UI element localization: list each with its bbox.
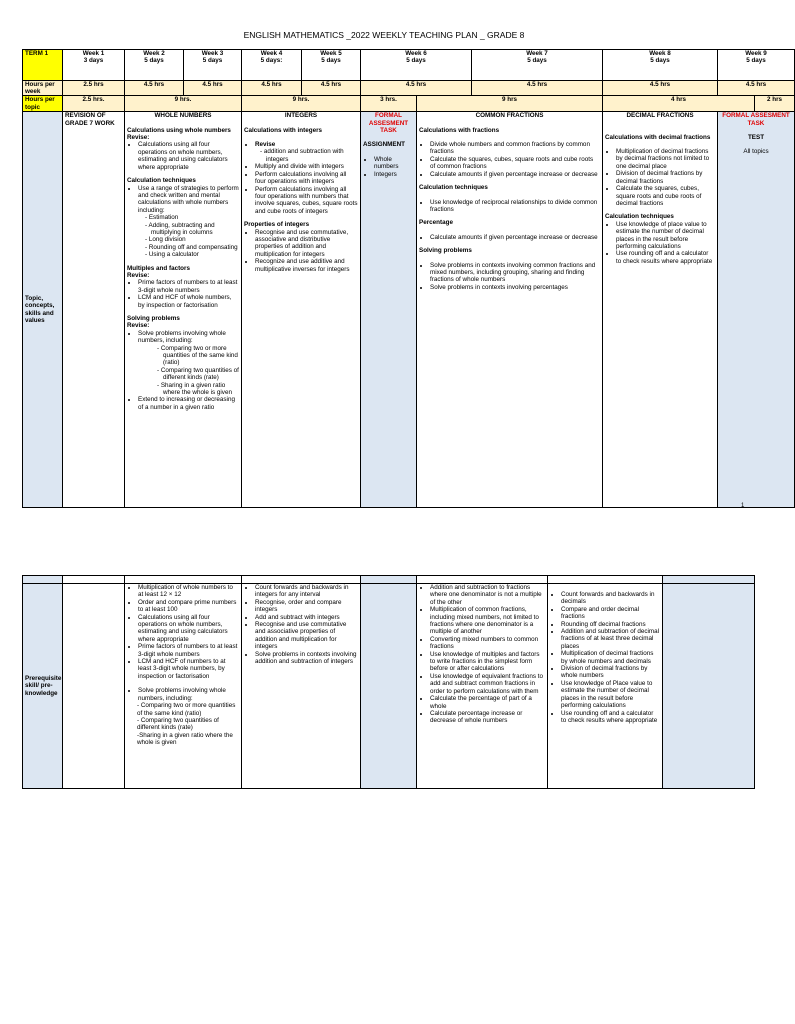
list-item: • Solve problems involving whole numbers, including: bbox=[138, 330, 239, 345]
week-4-header: Week 4 5 days: bbox=[242, 50, 302, 81]
list-item: • Perform calculations involving all four operations with integers bbox=[255, 171, 358, 186]
list-item: • Extend to increasing or decreasing of a number in a given ratio bbox=[138, 396, 239, 411]
prereq-whole-numbers bbox=[125, 584, 242, 789]
list-item: • Addition and subtraction to fractions where one denominator is not a multiple of the other bbox=[430, 584, 545, 606]
list-item: • Integers bbox=[374, 171, 414, 178]
revise-label: Revise: bbox=[127, 322, 150, 330]
list-item: • Addition and subtraction of decimal fractions of at least three decimal places bbox=[561, 628, 660, 650]
list-item: • Use knowledge of Place value to estimate the number of decimal places in the result before performing calculations bbox=[561, 680, 660, 710]
fractions-cell bbox=[417, 112, 603, 508]
week-6-header: Week 6 5 days bbox=[361, 50, 472, 81]
empty-cell bbox=[63, 576, 125, 584]
decimals-cell bbox=[603, 112, 718, 508]
list-item: • Division of decimal fractions by whole numbers bbox=[561, 665, 660, 680]
prereq-row bbox=[23, 584, 755, 789]
prereq-integers bbox=[242, 584, 361, 789]
term-label: TERM 1 bbox=[23, 50, 63, 81]
list-item: • Multiplication of decimal fractions by whole numbers and decimals bbox=[561, 650, 660, 665]
list-item: • Compare and order decimal fractions bbox=[561, 606, 660, 621]
list-item: • Multiplication of whole numbers to at least 12 × 12 bbox=[138, 584, 239, 599]
revision-cell: REVISION OF GRADE 7 WORK bbox=[63, 112, 125, 508]
fractions-heading: COMMON FRACTIONS bbox=[475, 112, 544, 120]
list-item: • Calculate amounts if given percentage increase or decrease bbox=[430, 171, 600, 178]
list-item: • Calculate the squares, cubes, square roots and cube roots of decimal fractions bbox=[616, 185, 715, 207]
list-item: • Use rounding off and a calculator to check results where appropriate bbox=[616, 250, 715, 265]
list-item: • Use knowledge of multiples and factors to write fractions in the simplest form before or after calculations bbox=[430, 651, 545, 673]
test-label: TEST bbox=[747, 134, 765, 142]
list-item: • LCM and HCF of whole numbers, by inspection or factorisation bbox=[138, 294, 239, 309]
list-item: • Divide whole numbers and common fractions by common fractions bbox=[430, 141, 600, 156]
list-item: • Calculate percentage increase or decrease of whole numbers bbox=[430, 710, 545, 725]
list-item: • Count forwards and backwards in decimals bbox=[561, 591, 660, 606]
section-heading: Calculation techniques bbox=[605, 213, 674, 221]
hours-topic-revision: 2.5 hrs. bbox=[63, 96, 125, 112]
list-item: • Solve problems in contexts involving common fractions and mixed numbers, including grouping, sharing and finding fractions of whole numbers bbox=[430, 262, 600, 284]
list-item: • Multiplication of common fractions, including mixed numbers, not limited to fractions where one denominator is a multiple of another bbox=[430, 606, 545, 636]
list-item: • LCM and HCF of numbers to at least 3-digit whole numbers, by inspection or factorisation bbox=[138, 658, 239, 680]
hours-per-week-label: Hours per week bbox=[23, 80, 63, 96]
list-item: • Converting mixed numbers to common fractions bbox=[430, 636, 545, 651]
prereq-fractions bbox=[417, 584, 548, 789]
hours-week-4: 4.5 hrs bbox=[242, 80, 302, 96]
section-heading: Calculations with fractions bbox=[419, 126, 500, 134]
formal-task-heading: FORMAL ASSESMENT TASK bbox=[368, 112, 409, 135]
whole-numbers-heading: WHOLE NUMBERS bbox=[154, 112, 212, 120]
list-item: • Solve problems in contexts involving addition and subtraction of integers bbox=[255, 651, 358, 666]
list-item: -Sharing in a given ratio where the whole is given bbox=[137, 731, 233, 747]
list-item: • Multiply and divide with integers bbox=[255, 163, 358, 170]
list-item: - addition and subtraction with integers bbox=[266, 148, 358, 163]
hours-week-5: 4.5 hrs bbox=[302, 80, 361, 96]
list-item: • Whole numbers bbox=[374, 156, 414, 171]
hours-week-6: 4.5 hrs bbox=[361, 80, 472, 96]
integers-heading: INTEGERS bbox=[284, 112, 318, 120]
list-item: • Recognise and use commutative and associative properties of addition and multiplication for integers bbox=[255, 621, 358, 651]
list-item: • Multiplication of decimal fractions by decimal fractions not limited to one decimal place bbox=[616, 148, 715, 170]
section-heading: Percentage bbox=[419, 219, 453, 227]
list-item: • Recognise and use commutative, associative and distributive properties of addition and multiplication for integers bbox=[255, 229, 358, 259]
empty-cell bbox=[361, 584, 417, 789]
list-item: • Use knowledge of reciprocal relationships to divide common fractions bbox=[430, 199, 600, 214]
list-item: • Prime factors of numbers to at least 3-digit whole numbers bbox=[138, 643, 239, 658]
section-heading: Solving problems bbox=[419, 247, 472, 255]
list-item: - Adding, subtracting and multiplying in columns bbox=[151, 222, 239, 237]
list-item: • Prime factors of numbers to at least 3-digit whole numbers bbox=[138, 279, 239, 294]
week-5-header: Week 5 5 days bbox=[302, 50, 361, 81]
section-heading: Calculation techniques bbox=[127, 177, 196, 185]
hours-topic-whole-numbers: 9 hrs. bbox=[125, 96, 242, 112]
list-item: • Solve problems involving whole numbers, including: bbox=[138, 687, 239, 702]
list-item: - Rounding off and compensating bbox=[151, 244, 239, 251]
week-header-row bbox=[23, 50, 795, 81]
list-item: • Solve problems in contexts involving percentages bbox=[430, 284, 600, 291]
list-item: • Use knowledge of place value to estimate the number of decimal places in the result before performing calculations bbox=[616, 221, 715, 251]
list-item: • Revise bbox=[255, 141, 358, 148]
hours-topic-assignment: 3 hrs. bbox=[361, 96, 417, 112]
section-heading: Solving problems bbox=[127, 315, 180, 322]
empty-cell bbox=[663, 584, 755, 789]
empty-cell bbox=[548, 576, 663, 584]
list-item: - Using a calculator bbox=[151, 251, 239, 258]
prereq-header-row bbox=[23, 576, 755, 584]
assignment-cell bbox=[361, 112, 417, 508]
decimals-heading: DECIMAL FRACTIONS bbox=[626, 112, 694, 120]
formal-task-heading: FORMAL ASSESMENT TASK bbox=[722, 112, 790, 127]
empty-cell bbox=[63, 584, 125, 789]
list-item: • Count forwards and backwards in integers for any interval bbox=[255, 584, 358, 599]
week-7-header: Week 7 5 days bbox=[472, 50, 603, 81]
hours-topic-integers: 9 hrs. bbox=[242, 96, 361, 112]
list-item: • Add and subtract with integers bbox=[255, 614, 358, 621]
hours-week-7: 4.5 hrs bbox=[472, 80, 603, 96]
list-item: • Recognize and use additive and multiplicative inverses for integers bbox=[255, 258, 358, 273]
week-1-header: Week 1 3 days bbox=[63, 50, 125, 81]
empty-cell bbox=[242, 576, 361, 584]
list-item: - Sharing in a given ratio where the whole is given bbox=[163, 382, 239, 397]
list-item: • Calculate amounts if given percentage increase or decrease bbox=[430, 234, 600, 241]
revise-label: Revise: bbox=[127, 134, 150, 142]
topic-row-label: Topic, concepts, skills and values bbox=[23, 112, 63, 508]
list-item: • Calculations using all four operations on whole numbers, estimating and using calculators where appropriate bbox=[138, 141, 239, 171]
hours-topic-fractions: 9 hrs bbox=[417, 96, 603, 112]
section-heading: Multiples and factors bbox=[127, 264, 190, 272]
section-heading: Calculation techniques bbox=[419, 184, 488, 192]
list-item: - Comparing two quantities of different kinds (rate) bbox=[163, 367, 239, 382]
list-item: • Use knowledge of equivalent fractions to add and subtract common fractions in order to perform calculations with them bbox=[430, 673, 545, 695]
list-item: - Estimation bbox=[151, 214, 239, 221]
list-item: - Comparing two or more quantities of the same kind (ratio) bbox=[137, 702, 236, 717]
empty-cell bbox=[417, 576, 548, 584]
list-item: • Use a range of strategies to perform and check written and mental calculations with whole numbers including: bbox=[138, 185, 239, 215]
test-note: All topics bbox=[743, 148, 769, 156]
week-9-header: Week 9 5 days bbox=[718, 50, 795, 81]
empty-cell bbox=[361, 576, 417, 584]
list-item: • Order and compare prime numbers to at least 100 bbox=[138, 599, 239, 614]
section-heading: Calculations using whole numbers bbox=[127, 126, 231, 134]
week-8-header: Week 8 5 days bbox=[603, 50, 718, 81]
empty-cell bbox=[125, 576, 242, 584]
prereq-row-label: Prerequisite skill/ pre-knowledge bbox=[23, 584, 63, 789]
page-number: 1 bbox=[741, 503, 745, 509]
list-item: • Division of decimal fractions by decimal fractions bbox=[616, 170, 715, 185]
whole-numbers-cell bbox=[125, 112, 242, 508]
teaching-plan-table bbox=[22, 49, 795, 508]
document-title: ENGLISH MATHEMATICS _2022 WEEKLY TEACHING PLAN _ GRADE 8 bbox=[243, 30, 525, 40]
revise-label: Revise: bbox=[127, 271, 150, 279]
empty-cell bbox=[23, 576, 63, 584]
prereq-decimals bbox=[548, 584, 663, 789]
hours-topic-test: 2 hrs bbox=[755, 96, 795, 112]
hours-week-3: 4.5 hrs bbox=[184, 80, 242, 96]
week-2-header: Week 2 5 days bbox=[125, 50, 184, 81]
hours-week-2: 4.5 hrs bbox=[125, 80, 184, 96]
list-item: • Rounding off decimal fractions bbox=[561, 621, 660, 628]
hours-week-8: 4.5 hrs bbox=[603, 80, 718, 96]
list-item: - Long division bbox=[151, 236, 239, 243]
section-heading: Calculations with integers bbox=[244, 126, 323, 134]
assignment-label: ASSIGNMENT bbox=[363, 141, 405, 149]
prerequisite-table bbox=[22, 575, 755, 789]
topic-row bbox=[23, 112, 795, 508]
hours-per-topic-row bbox=[23, 96, 795, 112]
list-item: • Recognise, order and compare integers bbox=[255, 599, 358, 614]
list-item: • Calculate the percentage of part of a whole bbox=[430, 695, 545, 710]
list-item: • Calculate the squares, cubes, square roots and cube roots of common fractions bbox=[430, 156, 600, 171]
list-item: - Comparing two quantities of different kinds (rate) bbox=[137, 716, 219, 732]
list-item: - Comparing two or more quantities of the same kind (ratio) bbox=[163, 345, 239, 367]
hours-per-week-row bbox=[23, 80, 795, 96]
list-item: • Perform calculations involving all four operations with numbers that involve squares, cubes, square roots and cube roots of integers bbox=[255, 186, 358, 216]
section-heading: Properties of integers bbox=[244, 221, 310, 229]
empty-cell bbox=[663, 576, 755, 584]
hours-week-1: 2.5 hrs bbox=[63, 80, 125, 96]
list-item: • Use rounding off and a calculator to check results where appropriate bbox=[561, 710, 660, 725]
hours-per-topic-label: Hours per topic bbox=[23, 96, 63, 112]
test-cell bbox=[718, 112, 795, 508]
integers-cell bbox=[242, 112, 361, 508]
week-3-header: Week 3 5 days bbox=[184, 50, 242, 81]
hours-week-9: 4.5 hrs bbox=[718, 80, 795, 96]
section-heading: Calculations with decimal fractions bbox=[605, 133, 711, 141]
hours-topic-decimals: 4 hrs bbox=[603, 96, 755, 112]
list-item: • Calculations using all four operations on whole numbers, estimating and using calculators where appropriate bbox=[138, 614, 239, 644]
